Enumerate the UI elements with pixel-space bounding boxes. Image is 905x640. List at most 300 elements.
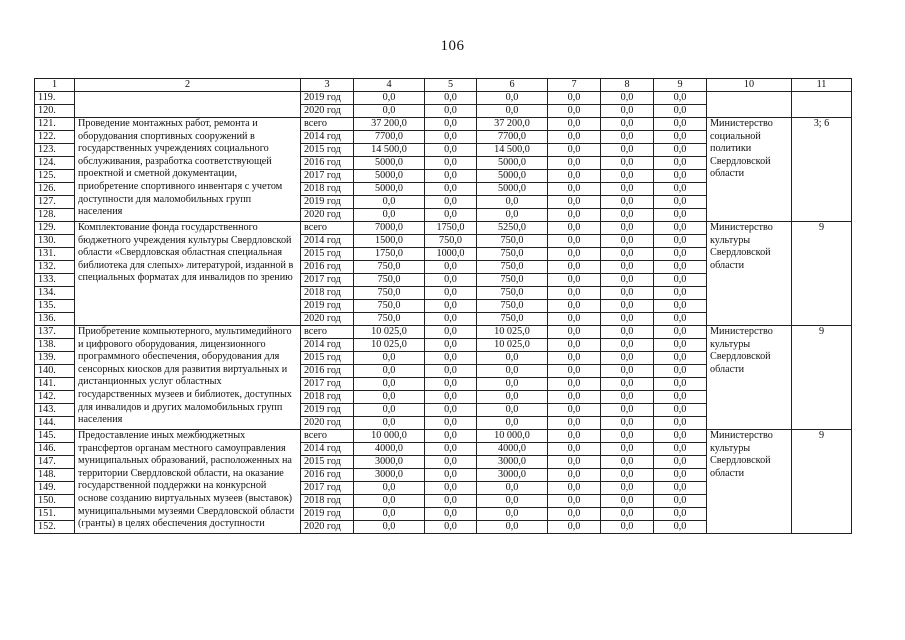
table-cell: 0,0	[425, 326, 477, 339]
table-cell: 2018 год	[301, 391, 354, 404]
column-header: 1	[35, 79, 75, 92]
table-cell: 2017 год	[301, 170, 354, 183]
table-cell: 2019 год	[301, 92, 354, 105]
target-indicator-numbers: 9	[792, 326, 852, 430]
table-cell: 0,0	[601, 92, 654, 105]
table-cell: 140.	[35, 365, 75, 378]
table-cell: 132.	[35, 261, 75, 274]
table-cell: 0,0	[425, 170, 477, 183]
target-indicator-numbers	[792, 92, 852, 118]
table-cell: 0,0	[654, 417, 707, 430]
table-row	[35, 118, 852, 131]
table-cell: 0,0	[548, 365, 601, 378]
table-cell: 127.	[35, 196, 75, 209]
table-cell: 7000,0	[354, 222, 425, 235]
table-cell: 0,0	[601, 313, 654, 326]
table-cell: 7700,0	[477, 131, 548, 144]
table-cell: 0,0	[425, 131, 477, 144]
table-cell: 0,0	[354, 209, 425, 222]
table-cell: 0,0	[601, 482, 654, 495]
table-cell: 0,0	[548, 222, 601, 235]
table-cell: 2016 год	[301, 157, 354, 170]
table-cell: 750,0	[477, 248, 548, 261]
table-cell: 0,0	[548, 378, 601, 391]
table-cell: 2020 год	[301, 521, 354, 534]
table-cell: 0,0	[601, 339, 654, 352]
table-cell: 0,0	[548, 352, 601, 365]
column-header: 4	[354, 79, 425, 92]
table-cell: 0,0	[601, 287, 654, 300]
table-cell: 0,0	[425, 105, 477, 118]
table-row	[35, 92, 852, 105]
table-cell: 0,0	[601, 118, 654, 131]
table-cell: 123.	[35, 144, 75, 157]
table-cell: 0,0	[425, 313, 477, 326]
table-cell: 0,0	[425, 261, 477, 274]
table-cell: 0,0	[548, 456, 601, 469]
table-cell: 0,0	[477, 482, 548, 495]
table-cell: 0,0	[601, 248, 654, 261]
table-cell: 0,0	[477, 378, 548, 391]
table-cell: 0,0	[425, 274, 477, 287]
table-cell: 139.	[35, 352, 75, 365]
table-cell: 0,0	[548, 196, 601, 209]
table-cell: 0,0	[354, 365, 425, 378]
column-header: 5	[425, 79, 477, 92]
table-cell: 5250,0	[477, 222, 548, 235]
table-cell: 0,0	[601, 235, 654, 248]
column-header: 6	[477, 79, 548, 92]
table-cell: 0,0	[654, 339, 707, 352]
activity-description: Комплектование фонда государственного бюджетного учреждения культуры Свердловской области «Свердловская областная специальная библиотека для слепых» литературой, изданной в специальных форматах для инвалидов по зрению	[75, 222, 301, 326]
responsible-executor	[707, 92, 792, 118]
table-cell: 0,0	[425, 391, 477, 404]
table-cell: 128.	[35, 209, 75, 222]
table-cell: 2015 год	[301, 456, 354, 469]
table-cell: 2017 год	[301, 274, 354, 287]
table-cell: 0,0	[354, 378, 425, 391]
table-cell: 133.	[35, 274, 75, 287]
table-cell: 0,0	[654, 508, 707, 521]
table-cell: 0,0	[477, 391, 548, 404]
table-cell: 0,0	[548, 300, 601, 313]
table-cell: 0,0	[354, 92, 425, 105]
table-cell: 4000,0	[354, 443, 425, 456]
table-cell: 0,0	[654, 404, 707, 417]
table-cell: 0,0	[654, 482, 707, 495]
table-cell: 0,0	[425, 482, 477, 495]
table-cell: 2020 год	[301, 417, 354, 430]
table-cell: 135.	[35, 300, 75, 313]
table-cell: 136.	[35, 313, 75, 326]
table-cell: 0,0	[654, 456, 707, 469]
table-cell: 0,0	[601, 456, 654, 469]
table-cell: 0,0	[654, 118, 707, 131]
table-cell: 0,0	[477, 495, 548, 508]
table-cell: 0,0	[601, 261, 654, 274]
table-cell: 0,0	[354, 196, 425, 209]
target-indicator-numbers: 9	[792, 430, 852, 534]
table-cell: 122.	[35, 131, 75, 144]
table-cell: 0,0	[548, 105, 601, 118]
table-cell: 0,0	[477, 209, 548, 222]
table-cell: 0,0	[548, 326, 601, 339]
table-cell: 134.	[35, 287, 75, 300]
table-cell: 0,0	[425, 404, 477, 417]
table-cell: 0,0	[548, 131, 601, 144]
table-cell: 0,0	[425, 92, 477, 105]
table-cell: 3000,0	[354, 456, 425, 469]
table-cell: 0,0	[601, 170, 654, 183]
table-cell: 125.	[35, 170, 75, 183]
activity-description	[75, 92, 301, 118]
table-cell: 0,0	[654, 157, 707, 170]
table-cell: 0,0	[654, 287, 707, 300]
table-cell: 0,0	[654, 170, 707, 183]
table-cell: 0,0	[354, 352, 425, 365]
table-cell: 0,0	[477, 404, 548, 417]
responsible-executor: Министерство социальной политики Свердловской области	[707, 118, 792, 222]
table-cell: 0,0	[654, 430, 707, 443]
target-indicator-numbers: 9	[792, 222, 852, 326]
table-cell: 0,0	[601, 105, 654, 118]
table-cell: 750,0	[354, 300, 425, 313]
table-cell: 0,0	[654, 131, 707, 144]
table-cell: 142.	[35, 391, 75, 404]
table-cell: 0,0	[548, 404, 601, 417]
table-cell: 0,0	[548, 313, 601, 326]
table-cell: 2015 год	[301, 144, 354, 157]
responsible-executor: Министерство культуры Свердловской области	[707, 430, 792, 534]
activity-description: Проведение монтажных работ, ремонта и оборудования спортивных сооружений в государственных учреждениях социального обслуживания, разработка соответствующей проектной и сметной документации, приобретение спортивного инвентаря с учетом доступности для маломобильных групп населения	[75, 118, 301, 222]
column-header: 2	[75, 79, 301, 92]
table-cell: 37 200,0	[477, 118, 548, 131]
table-cell: 2015 год	[301, 352, 354, 365]
table-cell: 2020 год	[301, 313, 354, 326]
column-header: 7	[548, 79, 601, 92]
table-cell: 0,0	[601, 131, 654, 144]
table-cell: 0,0	[654, 495, 707, 508]
table-cell: 0,0	[425, 209, 477, 222]
table-cell: 0,0	[548, 144, 601, 157]
table-cell: 0,0	[601, 144, 654, 157]
table-cell: 2017 год	[301, 378, 354, 391]
table-cell: 0,0	[477, 352, 548, 365]
table-cell: 0,0	[548, 274, 601, 287]
table-cell: 0,0	[548, 521, 601, 534]
table-cell: 0,0	[654, 196, 707, 209]
table-cell: 0,0	[654, 261, 707, 274]
table-cell: 0,0	[425, 183, 477, 196]
table-cell: 0,0	[654, 105, 707, 118]
table-cell: 0,0	[654, 469, 707, 482]
table-cell: 10 000,0	[477, 430, 548, 443]
table-cell: 0,0	[654, 92, 707, 105]
table-cell: 750,0	[354, 274, 425, 287]
table-cell: 2017 год	[301, 482, 354, 495]
table-cell: 0,0	[477, 196, 548, 209]
table-cell: 0,0	[654, 443, 707, 456]
table-cell: 2018 год	[301, 287, 354, 300]
table-cell: 3000,0	[477, 469, 548, 482]
table-cell: 0,0	[654, 144, 707, 157]
table-cell: 2016 год	[301, 365, 354, 378]
table-cell: 0,0	[601, 352, 654, 365]
table-row	[35, 326, 852, 339]
table-cell: 0,0	[354, 508, 425, 521]
table-cell: 0,0	[425, 378, 477, 391]
activity-description: Предоставление иных межбюджетных трансфертов органам местного самоуправления муниципальных образований, расположенных на территории Свердловской области, на оказание государственной поддержки на конкурсной основе созданию виртуальных музеев (выставок) муниципальными музеями Свердловской области (гранты) в целях обеспечения доступности	[75, 430, 301, 534]
table-cell: 0,0	[425, 521, 477, 534]
responsible-executor: Министерство культуры Свердловской области	[707, 222, 792, 326]
table-cell: 0,0	[601, 521, 654, 534]
table-cell: 750,0	[477, 300, 548, 313]
table-cell: 4000,0	[477, 443, 548, 456]
table-cell: 750,0	[354, 313, 425, 326]
column-header: 3	[301, 79, 354, 92]
table-cell: 2019 год	[301, 196, 354, 209]
table-cell: 0,0	[601, 326, 654, 339]
table-cell: 2014 год	[301, 443, 354, 456]
table-cell: 137.	[35, 326, 75, 339]
table-cell: 750,0	[477, 313, 548, 326]
table-cell: 10 025,0	[354, 326, 425, 339]
table-cell: 0,0	[425, 365, 477, 378]
table-cell: 0,0	[654, 209, 707, 222]
table-cell: 0,0	[601, 183, 654, 196]
table-cell: 2018 год	[301, 495, 354, 508]
table-cell: 2014 год	[301, 131, 354, 144]
table-cell: 1500,0	[354, 235, 425, 248]
table-cell: 0,0	[477, 521, 548, 534]
table-cell: 0,0	[477, 417, 548, 430]
table-cell: 0,0	[425, 495, 477, 508]
table-cell: 0,0	[654, 352, 707, 365]
table-cell: 0,0	[354, 521, 425, 534]
table-cell: 150.	[35, 495, 75, 508]
table-cell: 130.	[35, 235, 75, 248]
page-number: 106	[440, 38, 465, 54]
table-cell: 14 500,0	[354, 144, 425, 157]
table-cell: 0,0	[548, 92, 601, 105]
table-cell: 0,0	[601, 157, 654, 170]
target-indicator-numbers: 3; 6	[792, 118, 852, 222]
table-cell: 0,0	[601, 196, 654, 209]
column-header: 8	[601, 79, 654, 92]
table-cell: 120.	[35, 105, 75, 118]
table-cell: 7700,0	[354, 131, 425, 144]
table-cell: 0,0	[548, 508, 601, 521]
table-cell: 0,0	[601, 378, 654, 391]
table-cell: 2014 год	[301, 235, 354, 248]
table-cell: 5000,0	[477, 183, 548, 196]
table-header-row	[35, 79, 852, 92]
table-cell: 0,0	[425, 339, 477, 352]
table-cell: 0,0	[425, 157, 477, 170]
table-cell: 750,0	[477, 287, 548, 300]
table-cell: 0,0	[654, 222, 707, 235]
table-cell: 0,0	[548, 118, 601, 131]
table-cell: 0,0	[425, 300, 477, 313]
column-header: 10	[707, 79, 792, 92]
table-cell: 0,0	[354, 417, 425, 430]
table-cell: 5000,0	[477, 170, 548, 183]
table-cell: 2020 год	[301, 105, 354, 118]
table-cell: 10 025,0	[354, 339, 425, 352]
table-cell: 129.	[35, 222, 75, 235]
table-cell: 145.	[35, 430, 75, 443]
table-cell: 0,0	[477, 105, 548, 118]
table-row	[35, 430, 852, 443]
table-cell: 0,0	[601, 274, 654, 287]
table-cell: 0,0	[425, 508, 477, 521]
table-cell: 2016 год	[301, 261, 354, 274]
table-cell: 10 025,0	[477, 326, 548, 339]
table-cell: 750,0	[354, 287, 425, 300]
table-cell: 37 200,0	[354, 118, 425, 131]
table-cell: всего	[301, 430, 354, 443]
table-cell: 0,0	[548, 417, 601, 430]
table-cell: 124.	[35, 157, 75, 170]
table-cell: 2020 год	[301, 209, 354, 222]
table-cell: 0,0	[354, 495, 425, 508]
table-cell: 2019 год	[301, 404, 354, 417]
table-cell: 3000,0	[477, 456, 548, 469]
table-cell: 0,0	[425, 196, 477, 209]
table-cell: 0,0	[425, 118, 477, 131]
table-cell: 0,0	[354, 391, 425, 404]
table-cell: 0,0	[548, 482, 601, 495]
table-cell: 0,0	[425, 417, 477, 430]
table-cell: 147.	[35, 456, 75, 469]
table-cell: 0,0	[548, 209, 601, 222]
table-cell: 0,0	[654, 391, 707, 404]
table-cell: всего	[301, 118, 354, 131]
table-cell: 0,0	[654, 248, 707, 261]
table-cell: 0,0	[477, 92, 548, 105]
table-cell: 10 000,0	[354, 430, 425, 443]
table-cell: 2014 год	[301, 339, 354, 352]
table-cell: 0,0	[601, 469, 654, 482]
table-cell: 0,0	[548, 391, 601, 404]
table-cell: 2016 год	[301, 469, 354, 482]
table-cell: 143.	[35, 404, 75, 417]
table-cell: 2019 год	[301, 508, 354, 521]
table-cell: 0,0	[601, 300, 654, 313]
table-cell: 5000,0	[354, 170, 425, 183]
table-cell: 0,0	[654, 378, 707, 391]
table-cell: 0,0	[548, 261, 601, 274]
table-cell: 750,0	[477, 274, 548, 287]
table-cell: 126.	[35, 183, 75, 196]
table-cell: 0,0	[425, 430, 477, 443]
table-cell: 1750,0	[425, 222, 477, 235]
table-cell: 1000,0	[425, 248, 477, 261]
table-cell: всего	[301, 326, 354, 339]
table-cell: 0,0	[548, 443, 601, 456]
table-cell: 141.	[35, 378, 75, 391]
table-cell: 119.	[35, 92, 75, 105]
table-cell: 2015 год	[301, 248, 354, 261]
table-cell: 0,0	[601, 495, 654, 508]
activity-description: Приобретение компьютерного, мультимедийного и цифрового оборудования, лицензионного программного обеспечения, оборудования для сенсорных киосков для развития виртуальных и дистанционных услуг областных государственных музеев и библиотек, доступных для инвалидов и других маломобильных групп населения	[75, 326, 301, 430]
table-cell: 3000,0	[354, 469, 425, 482]
table-cell: 0,0	[548, 469, 601, 482]
table-cell: 0,0	[654, 300, 707, 313]
table-cell: 5000,0	[477, 157, 548, 170]
table-cell: 148.	[35, 469, 75, 482]
table-cell: 146.	[35, 443, 75, 456]
table-cell: 5000,0	[354, 183, 425, 196]
table-cell: 149.	[35, 482, 75, 495]
table-cell: 0,0	[601, 209, 654, 222]
column-header: 11	[792, 79, 852, 92]
table-cell: 1750,0	[354, 248, 425, 261]
table-cell: 0,0	[425, 352, 477, 365]
table-cell: 0,0	[548, 235, 601, 248]
responsible-executor: Министерство культуры Свердловской области	[707, 326, 792, 430]
column-header: 9	[654, 79, 707, 92]
table-cell: 0,0	[601, 365, 654, 378]
table-cell: 0,0	[654, 183, 707, 196]
table-cell: 0,0	[601, 508, 654, 521]
table-cell: 0,0	[654, 313, 707, 326]
table-cell: 0,0	[601, 430, 654, 443]
table-cell: 144.	[35, 417, 75, 430]
table-cell: 0,0	[601, 391, 654, 404]
table-cell: 0,0	[548, 495, 601, 508]
table-cell: 0,0	[601, 417, 654, 430]
table-cell: 2019 год	[301, 300, 354, 313]
table-cell: 121.	[35, 118, 75, 131]
table-cell: 0,0	[425, 456, 477, 469]
table-cell: 0,0	[654, 365, 707, 378]
table-cell: 750,0	[477, 261, 548, 274]
table-cell: 0,0	[425, 469, 477, 482]
table-cell: 152.	[35, 521, 75, 534]
table-cell: 2018 год	[301, 183, 354, 196]
table-cell: 138.	[35, 339, 75, 352]
table-cell: 0,0	[548, 430, 601, 443]
table-cell: 0,0	[654, 274, 707, 287]
table-cell: 750,0	[354, 261, 425, 274]
table-cell: 0,0	[425, 144, 477, 157]
table-cell: 5000,0	[354, 157, 425, 170]
table-cell: 10 025,0	[477, 339, 548, 352]
table-cell: 0,0	[548, 170, 601, 183]
table-cell: 0,0	[425, 287, 477, 300]
table-cell: 0,0	[354, 404, 425, 417]
budget-table	[34, 78, 852, 534]
table-cell: всего	[301, 222, 354, 235]
table-cell: 0,0	[601, 404, 654, 417]
table-cell: 0,0	[477, 508, 548, 521]
table-cell: 0,0	[548, 248, 601, 261]
table-cell: 0,0	[354, 482, 425, 495]
table-cell: 0,0	[548, 157, 601, 170]
table-cell: 0,0	[654, 235, 707, 248]
table-cell: 14 500,0	[477, 144, 548, 157]
table-cell: 151.	[35, 508, 75, 521]
table-row	[35, 222, 852, 235]
table-cell: 0,0	[601, 222, 654, 235]
table-cell: 0,0	[601, 443, 654, 456]
table-cell: 131.	[35, 248, 75, 261]
table-cell: 0,0	[654, 521, 707, 534]
table-cell: 750,0	[477, 235, 548, 248]
table-cell: 750,0	[425, 235, 477, 248]
table-cell: 0,0	[354, 105, 425, 118]
